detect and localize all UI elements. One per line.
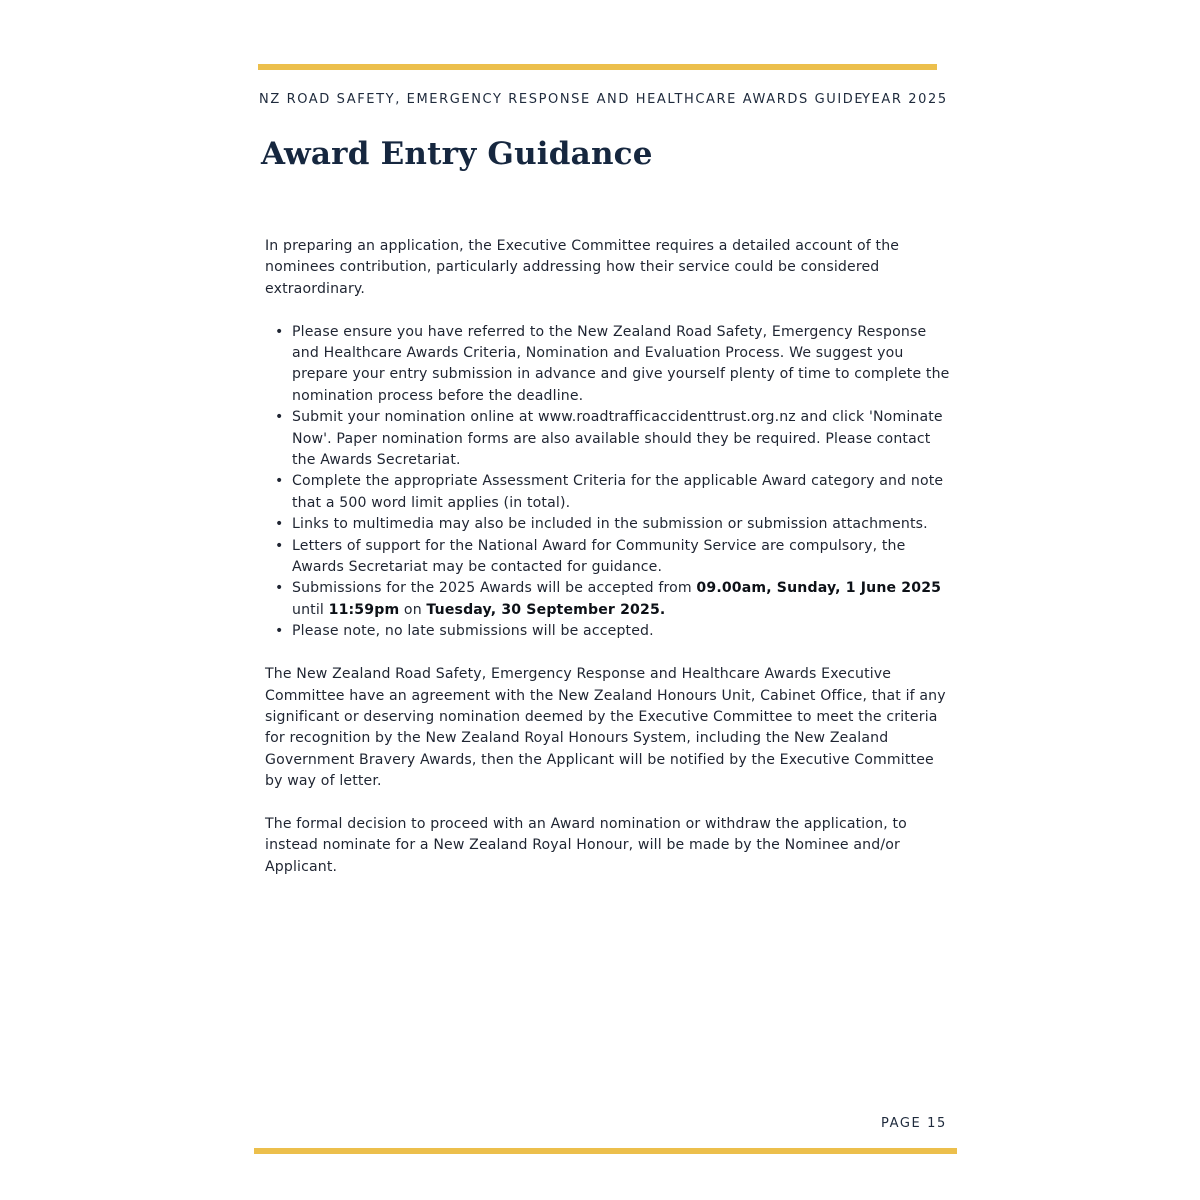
list-item: • Letters of support for the National Award for Community Service are compulsory, the Awards Secretariat may be contacted for guidance. — [265, 536, 955, 579]
submission-start: 09.00am, Sunday, 1 June 2025 — [696, 580, 942, 597]
header-guide-title: NZ ROAD SAFETY, EMERGENCY RESPONSE AND HEALTHCARE AWARDS GUIDE — [259, 92, 865, 107]
bottom-accent-rule — [254, 1148, 957, 1154]
intro-paragraph: In preparing an application, the Executive Committee requires a detailed account of the nominees contribution, particularly addressing how their service could be considered extraordinary. — [265, 238, 900, 297]
submission-end-time: 11:59pm — [328, 601, 400, 618]
honours-paragraph: The New Zealand Road Safety, Emergency Response and Healthcare Awards Executive Committee have an agreement with the New Zealand Honours Unit, Cabinet Office, that if any significant or deserving nomination deemed by the Executive Committee to meet the criteria for recognition by the New Zealand Royal Honours System, including the New Zealand Government Bravery Awards, then the Applicant will be notified by the Executive Committee by way of letter. — [265, 666, 946, 790]
header-year: YEAR 2025 — [862, 92, 948, 107]
submission-until: until — [292, 601, 329, 618]
submission-on: on — [399, 601, 427, 618]
list-item: • Links to multimedia may also be included in the submission or submission attachments. — [265, 514, 955, 535]
page-number: PAGE 15 — [881, 1116, 947, 1131]
list-item: • Submit your nomination online at www.roadtrafficaccidenttrust.org.nz and click 'Nominate Now'. Paper nomination forms are also available should they be required. Please contact the Awards Secretariat. — [265, 407, 955, 471]
list-item: • Complete the appropriate Assessment Criteria for the applicable Award category and note that a 500 word limit applies (in total). — [265, 471, 955, 514]
top-accent-rule — [258, 64, 937, 70]
list-item: • Please note, no late submissions will be accepted. — [265, 621, 955, 642]
guidance-list — [265, 322, 955, 643]
page-title: Award Entry Guidance — [261, 136, 653, 172]
body-content — [265, 236, 955, 878]
submission-dates-item — [265, 578, 955, 621]
submission-end-date: Tuesday, 30 September 2025. — [426, 601, 666, 618]
decision-paragraph: The formal decision to proceed with an Award nomination or withdraw the application, to instead nominate for a New Zealand Royal Honour, will be made by the Nominee and/or Applicant. — [265, 815, 907, 875]
list-item: • Please ensure you have referred to the New Zealand Road Safety, Emergency Response and Healthcare Awards Criteria, Nomination and Evaluation Process. We suggest you prepare your entry submission in advance and give yourself plenty of time to complete the nomination process before the deadline. — [265, 322, 955, 408]
submission-prefix: Submissions for the 2025 Awards will be accepted from — [292, 580, 697, 597]
